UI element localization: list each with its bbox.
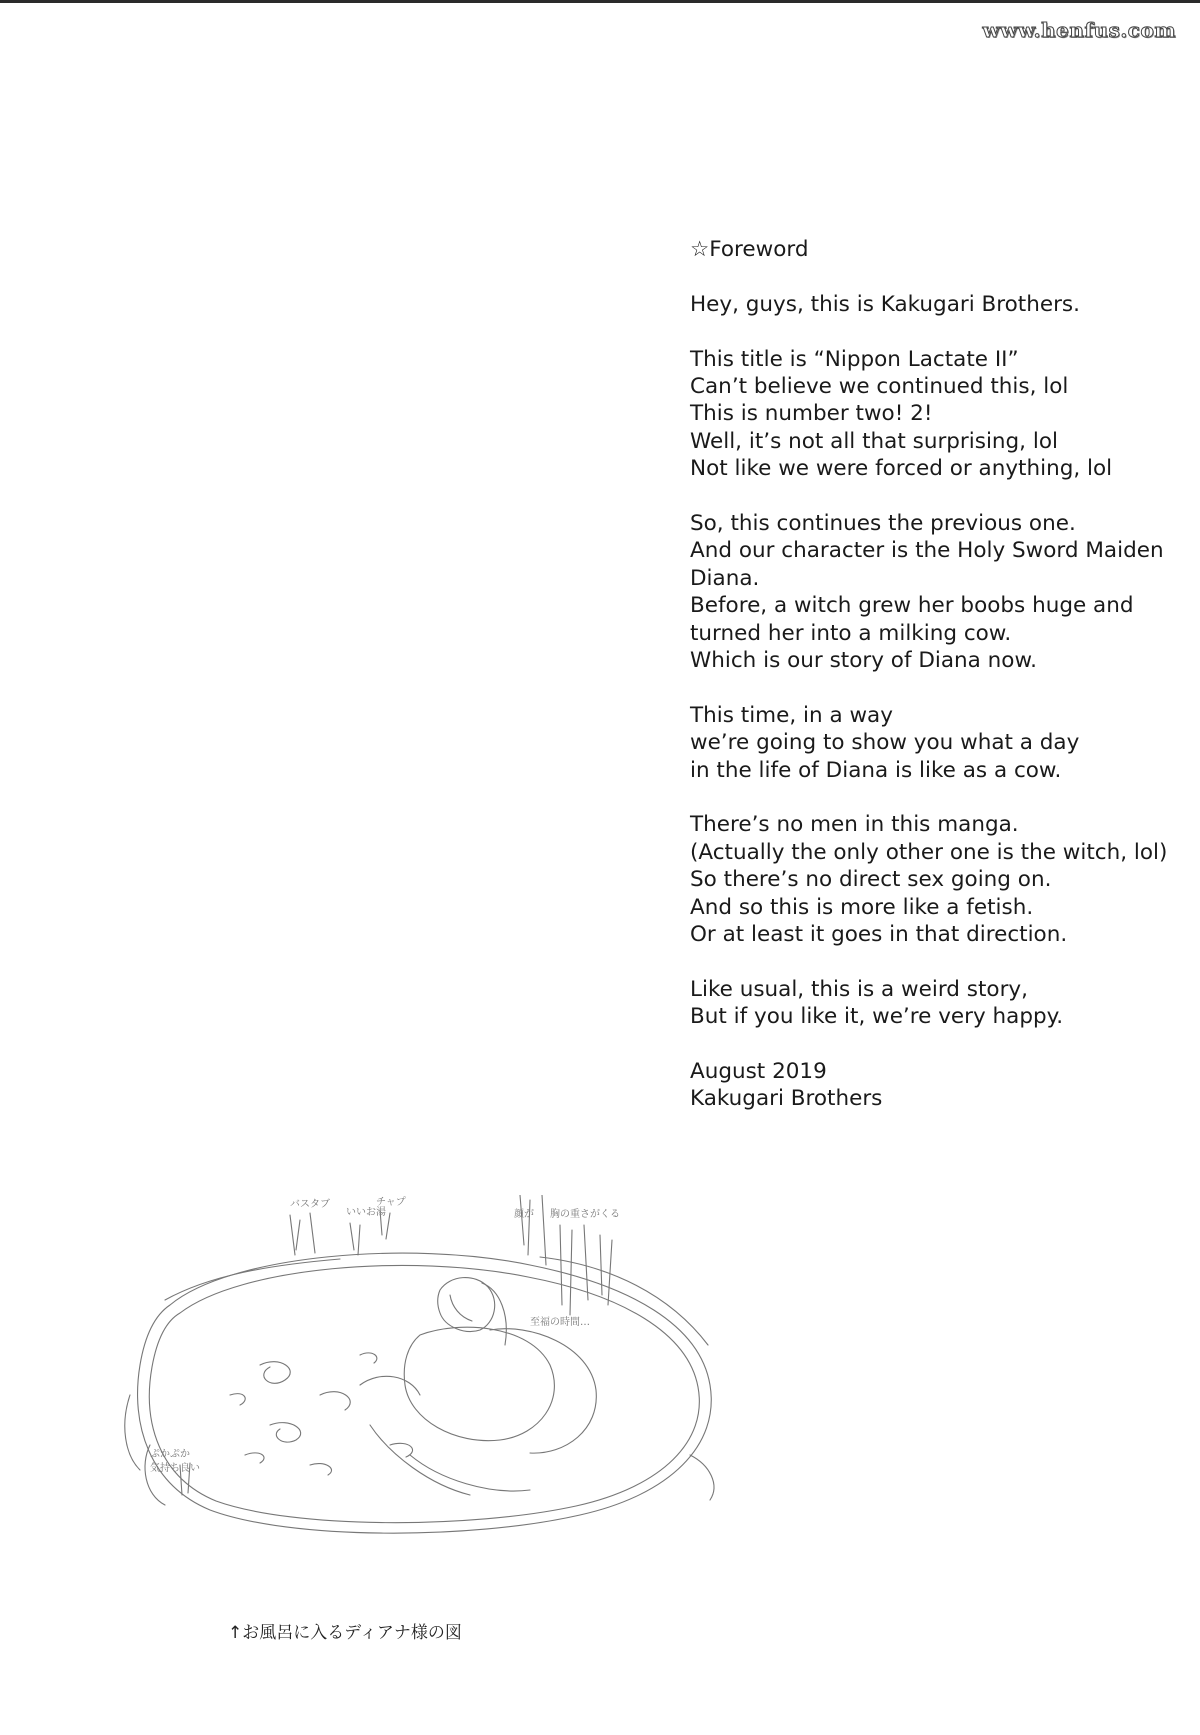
foreword-line: we’re going to show you what a day <box>690 730 1080 756</box>
foreword-line: Not like we were forced or anything, lol <box>690 456 1113 482</box>
foreword-line: turned her into a milking cow. <box>690 620 1012 646</box>
foreword-line: Or at least it goes in that direction. <box>690 922 1068 948</box>
foreword-line: This is number two! 2! <box>690 401 933 427</box>
foreword-line: There’s no men in this manga. <box>690 812 1019 838</box>
foreword-line: Like usual, this is a weird story, <box>690 976 1028 1002</box>
foreword-line: Kakugari Brothers <box>690 1086 883 1112</box>
watermark-text: www.henfus.com <box>982 18 1176 42</box>
foreword-line: Before, a witch grew her boobs huge and <box>690 593 1134 619</box>
foreword-line: This title is “Nippon Lactate II” <box>690 346 1019 372</box>
foreword-line: Can’t believe we continued this, lol <box>690 374 1069 399</box>
sketch-note-8: 気持ち良い <box>150 1463 200 1474</box>
sketch-note-1: 至福の時間… <box>530 1317 590 1328</box>
foreword-line: And our character is the Holy Sword Maiden <box>690 538 1164 564</box>
foreword-line: (Actually the only other one is the witch, lol) <box>690 839 1168 865</box>
foreword-line: But if you like it, we’re very happy. <box>690 1004 1064 1030</box>
foreword-heading: ☆Foreword <box>690 237 809 262</box>
top-border <box>0 0 1200 3</box>
foreword-paragraphs <box>690 291 1180 1113</box>
sketch-note-2: バスタブ <box>290 1199 330 1210</box>
foreword-line: Well, it’s not all that surprising, lol <box>690 428 1058 454</box>
sketch-note-7: ぷかぷか <box>150 1449 190 1460</box>
sketch-caption: ↑お風呂に入るディアナ様の図 <box>228 1623 462 1643</box>
foreword-line: So there’s no direct sex going on. <box>690 867 1052 893</box>
foreword-text-block <box>690 236 1180 1113</box>
sketch-note-3: いいお湯 <box>346 1207 386 1218</box>
foreword-line: This time, in a way <box>690 702 893 728</box>
foreword-line: So, this continues the previous one. <box>690 511 1076 537</box>
foreword-line: Diana. <box>690 565 760 591</box>
foreword-line: in the life of Diana is like as a cow. <box>690 757 1062 783</box>
bath-sketch-illustration <box>110 1195 760 1595</box>
foreword-line: And so this is more like a fetish. <box>690 894 1034 920</box>
foreword-line: Which is our story of Diana now. <box>690 648 1037 674</box>
sketch-note-5: 胸の重さがくる <box>550 1209 620 1220</box>
sketch-note-6: 顔が <box>514 1209 534 1220</box>
foreword-line: Hey, guys, this is Kakugari Brothers. <box>690 291 1080 317</box>
sketch-note-4: チャプ <box>376 1197 406 1208</box>
foreword-line: August 2019 <box>690 1059 827 1085</box>
